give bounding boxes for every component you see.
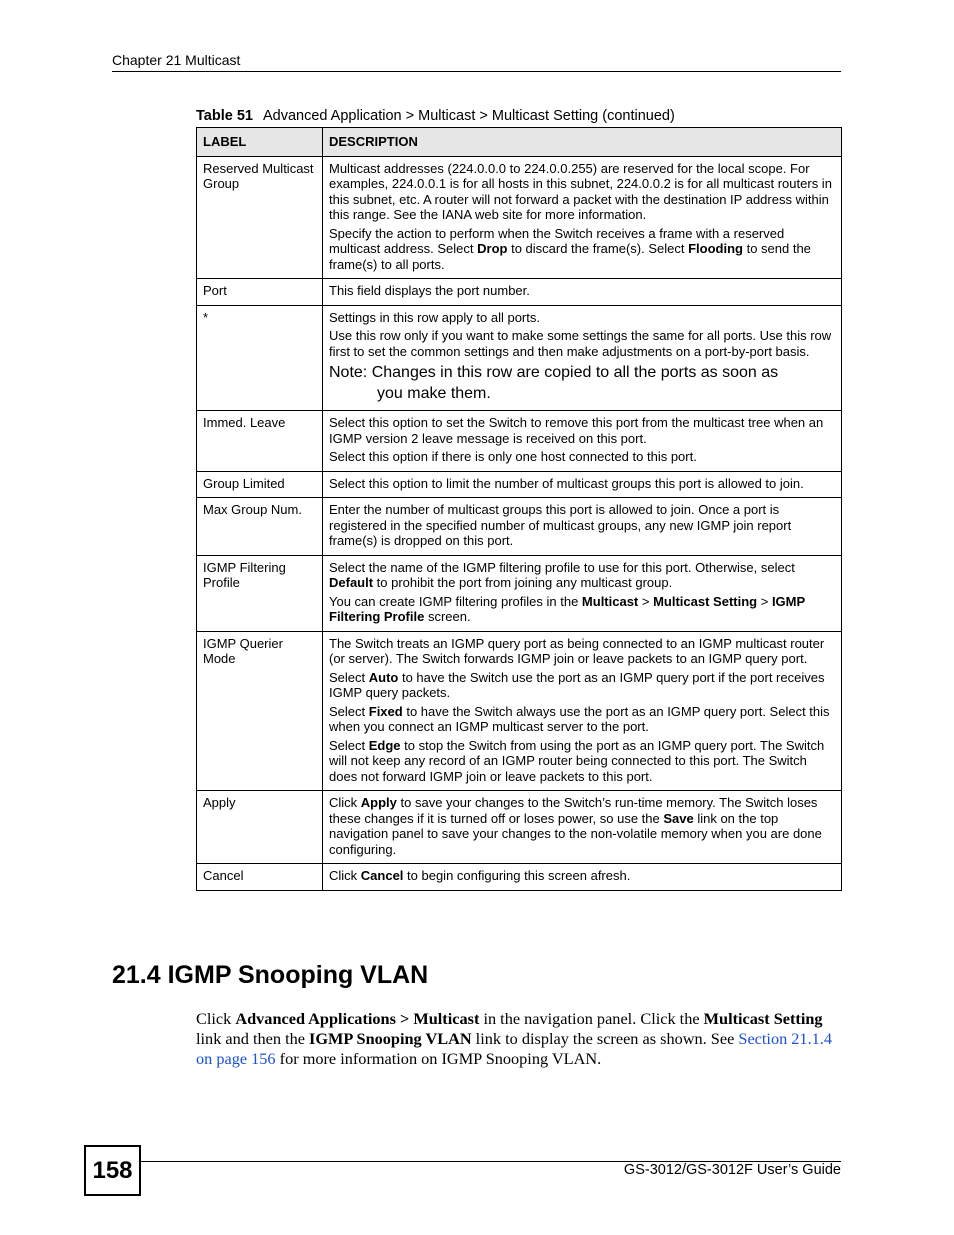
table-row: [197, 411, 842, 472]
description-paragraph: Select Fixed to have the Switch always use the port as an IGMP query port. Select this when you connect an IGMP multicast server to the port.: [329, 703, 830, 734]
row-label: Max Group Num.: [197, 498, 323, 556]
row-description: [323, 156, 842, 279]
row-label: IGMP Querier Mode: [197, 631, 323, 791]
description-paragraph: You can create IGMP filtering profiles in the Multicast > Multicast Setting > IGMP Filtering Profile screen.: [329, 593, 805, 624]
section-heading: 21.4 IGMP Snooping VLAN: [112, 961, 429, 989]
table-caption-number: Table 51: [196, 108, 253, 124]
row-description: [323, 305, 842, 411]
row-description: [323, 279, 842, 306]
description-paragraph: Multicast addresses (224.0.0.0 to 224.0.0.255) are reserved for the local scope. For examples, 224.0.0.1 is for all hosts in this subnet, 224.0.0.2 is for all multicast routers in this subnet, etc. A router will not forward a packet with the destination IP address within this range. See the IANA web site for more information.: [329, 160, 832, 222]
table-row: [197, 555, 842, 631]
description-paragraph: Select this option to limit the number of multicast groups this port is allowed to join.: [329, 475, 804, 491]
description-paragraph: Settings in this row apply to all ports.: [329, 309, 540, 325]
row-description: [323, 555, 842, 631]
row-label: Cancel: [197, 864, 323, 891]
header-rule: [112, 71, 841, 72]
description-paragraph: Select the name of the IGMP filtering profile to use for this port. Otherwise, select Default to prohibit the port from joining any multicast group.: [329, 559, 795, 590]
row-label: Group Limited: [197, 471, 323, 498]
note: Note: Changes in this row are copied to all the ports as soon as you make them.: [329, 364, 779, 402]
description-paragraph: The Switch treats an IGMP query port as being connected to an IGMP multicast router (or server). The Switch forwards IGMP join or leave packets to an IGMP query port.: [329, 635, 825, 666]
section-body: Click Advanced Applications > Multicast in the navigation panel. Click the Multicast Setting link and then the IGMP Snooping VLAN link to display the screen as shown. See Section 21.1.4 on page 156 for more information on IGMP Snooping VLAN.: [196, 1009, 832, 1068]
running-head: Chapter 21 Multicast: [112, 52, 241, 68]
column-header-description: DESCRIPTION: [323, 128, 842, 157]
description-paragraph: Select Edge to stop the Switch from using the port as an IGMP query port. The Switch will not keep any record of an IGMP router being connected to this port. The Switch does not forward IGMP join or leave packets to this port.: [329, 737, 825, 784]
table-row: [197, 156, 842, 279]
row-label: Reserved Multicast Group: [197, 156, 323, 279]
table-header-row: [197, 128, 842, 157]
table-row: [197, 471, 842, 498]
table-row: [197, 279, 842, 306]
row-description: [323, 631, 842, 791]
description-paragraph: Select this option if there is only one host connected to this port.: [329, 449, 697, 464]
multicast-setting-table: [196, 127, 842, 891]
table-row: [197, 305, 842, 411]
row-label: *: [197, 305, 323, 411]
row-label: IGMP Filtering Profile: [197, 555, 323, 631]
description-paragraph: Specify the action to perform when the Switch receives a frame with a reserved multicast address. Select Drop to discard the frame(s). Select Flooding to send the frame(s) to all ports.: [329, 225, 811, 272]
table-caption: [196, 108, 675, 124]
section-cross-reference-link[interactable]: Section 21.1.4 on page 156: [196, 1029, 832, 1068]
row-description: [323, 471, 842, 498]
table-row: [197, 498, 842, 556]
description-paragraph: This field displays the port number.: [329, 283, 530, 298]
description-paragraph: Click Cancel to begin configuring this screen afresh.: [329, 868, 631, 883]
description-paragraph: Use this row only if you want to make some settings the same for all ports. Use this row first to set the common settings and then make adjustments on a port-by-port basis.: [329, 328, 832, 359]
guide-title: GS-3012/GS-3012F User’s Guide: [623, 1162, 841, 1178]
description-paragraph: Select this option to set the Switch to remove this port from the multicast tree when an IGMP version 2 leave message is received on this port.: [329, 415, 824, 446]
column-header-label: LABEL: [197, 128, 323, 157]
row-description: [323, 498, 842, 556]
row-description: [323, 864, 842, 891]
row-description: [323, 791, 842, 864]
description-paragraph: Select Auto to have the Switch use the port as an IGMP query port if the port receives IGMP query packets.: [329, 669, 825, 700]
table-row: [197, 864, 842, 891]
row-label: Immed. Leave: [197, 411, 323, 472]
table-caption-title: Advanced Application > Multicast > Multicast Setting (continued): [262, 108, 675, 124]
table-row: [197, 631, 842, 791]
row-label: Port: [197, 279, 323, 306]
row-description: [323, 411, 842, 472]
page-number: 158: [84, 1145, 141, 1196]
table-row: [197, 791, 842, 864]
description-paragraph: Enter the number of multicast groups this port is allowed to join. Once a port is registered in the specified number of multicast groups, any new IGMP join report frame(s) is dropped on this port.: [329, 502, 792, 548]
row-label: Apply: [197, 791, 323, 864]
description-paragraph: Click Apply to save your changes to the Switch’s run-time memory. The Switch loses these changes if it is turned off or loses power, so use the Save link on the top navigation panel to save your changes to the non-volatile memory when you are done configuring.: [329, 795, 822, 857]
